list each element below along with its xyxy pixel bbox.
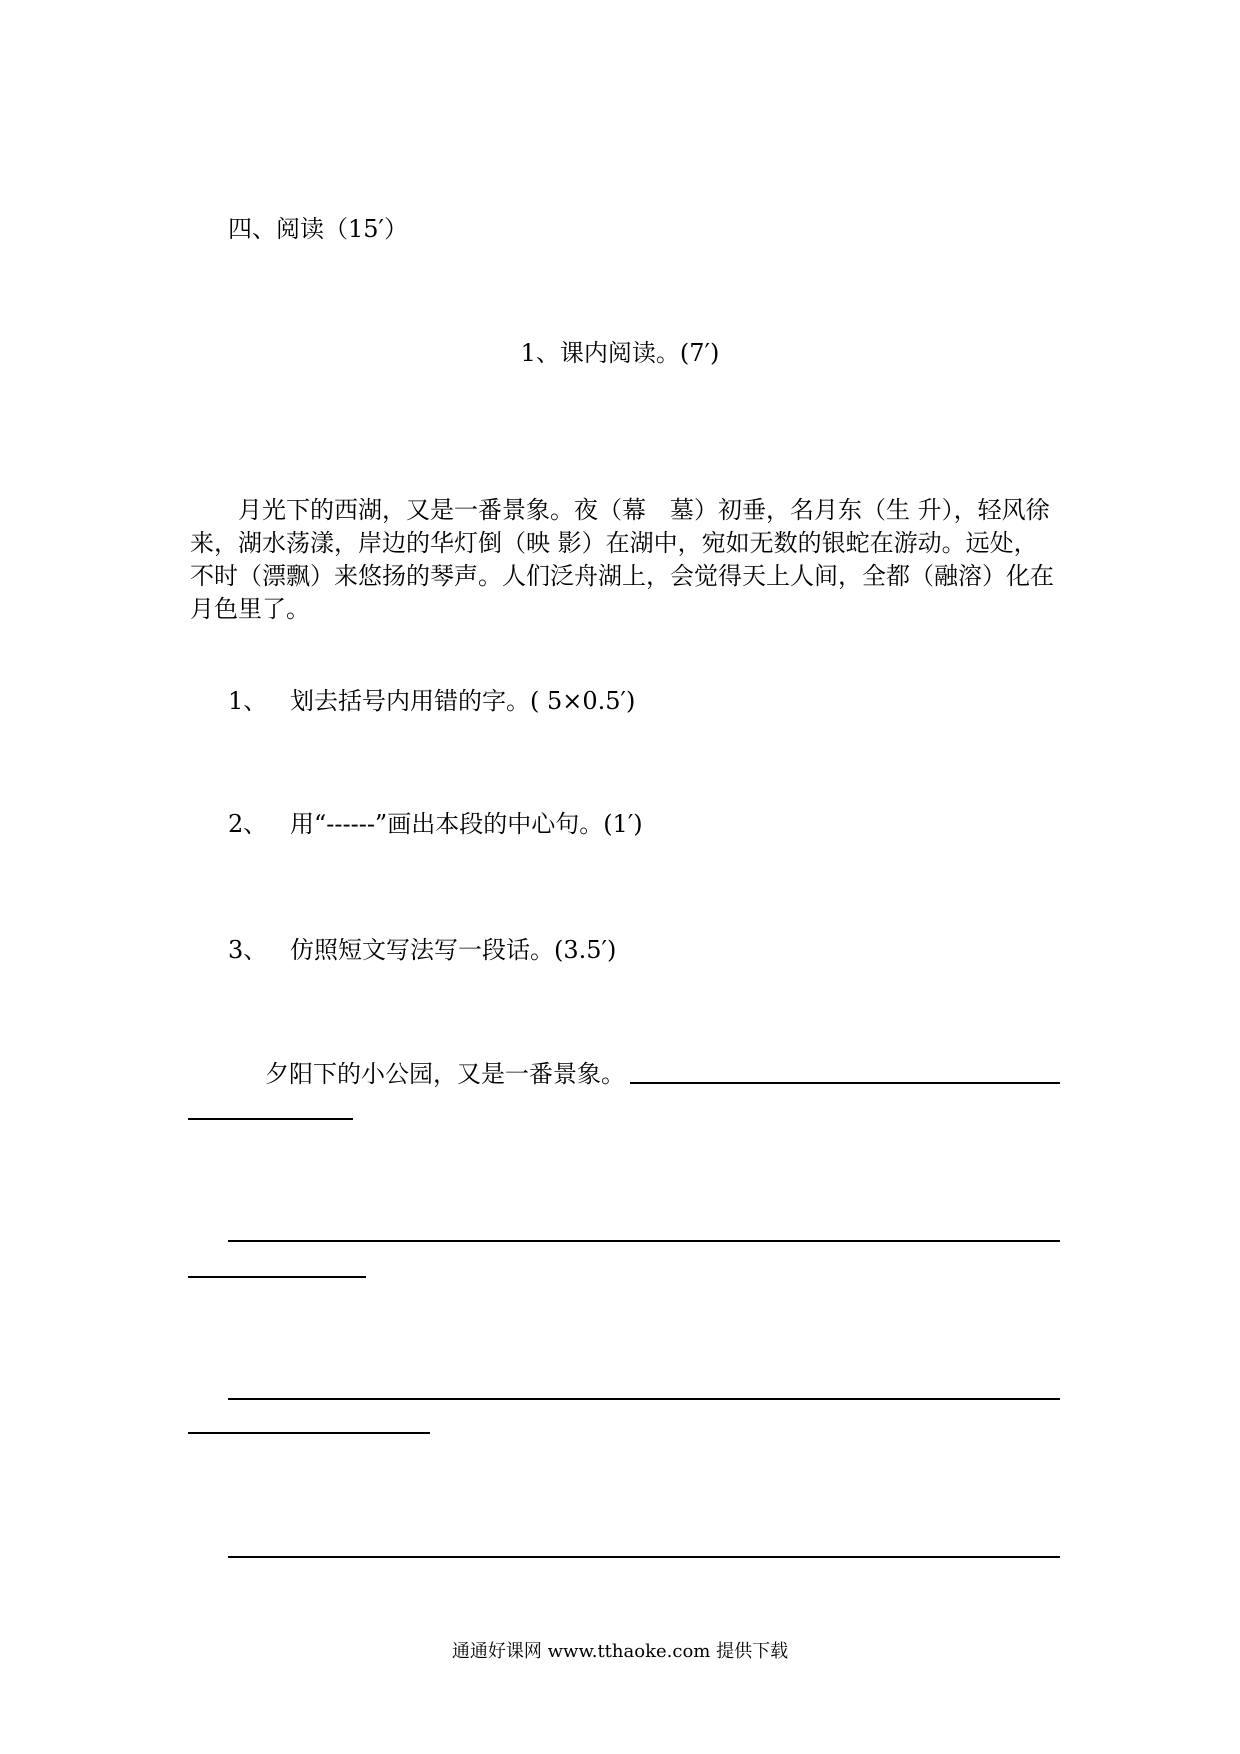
answer-line[interactable] [228, 1556, 1060, 1558]
section-title: 四、阅读（15′） [228, 215, 408, 243]
answer-line[interactable] [188, 1276, 366, 1278]
question-3-text: 仿照短文写法写一段话。(3.5′) [290, 936, 617, 964]
question-3-number: 3、 [228, 936, 268, 964]
answer-line[interactable] [228, 1398, 1060, 1400]
footer-text: 通通好课网 www.tthaoke.com 提供下载 [451, 1641, 789, 1662]
writing-prompt: 夕阳下的小公园，又是一番景象。 [265, 1060, 625, 1088]
answer-line[interactable] [188, 1118, 353, 1120]
question-1-number: 1、 [228, 687, 268, 715]
question-2-number: 2、 [228, 810, 268, 838]
answer-line[interactable] [630, 1082, 1060, 1084]
reading-subtitle: 1、课内阅读。(7′) [520, 339, 720, 367]
question-1-text: 划去括号内用错的字。( 5×0.5′) [290, 687, 636, 715]
question-2-text: 用“------”画出本段的中心句。(1′) [290, 810, 643, 838]
answer-line[interactable] [228, 1240, 1060, 1242]
reading-passage: 月光下的西湖，又是一番景象。夜（幕 墓）初垂，名月东（生 升），轻风徐来，湖水荡漾，岸边的华灯倒（映 影）在湖中，宛如无数的银蛇在游动。远处，不时（漂飘）来悠扬的琴声。人们泛舟湖上，会觉得天上人间，全都（融溶）化在月色里了。 [190, 496, 1054, 623]
answer-line[interactable] [188, 1432, 430, 1434]
